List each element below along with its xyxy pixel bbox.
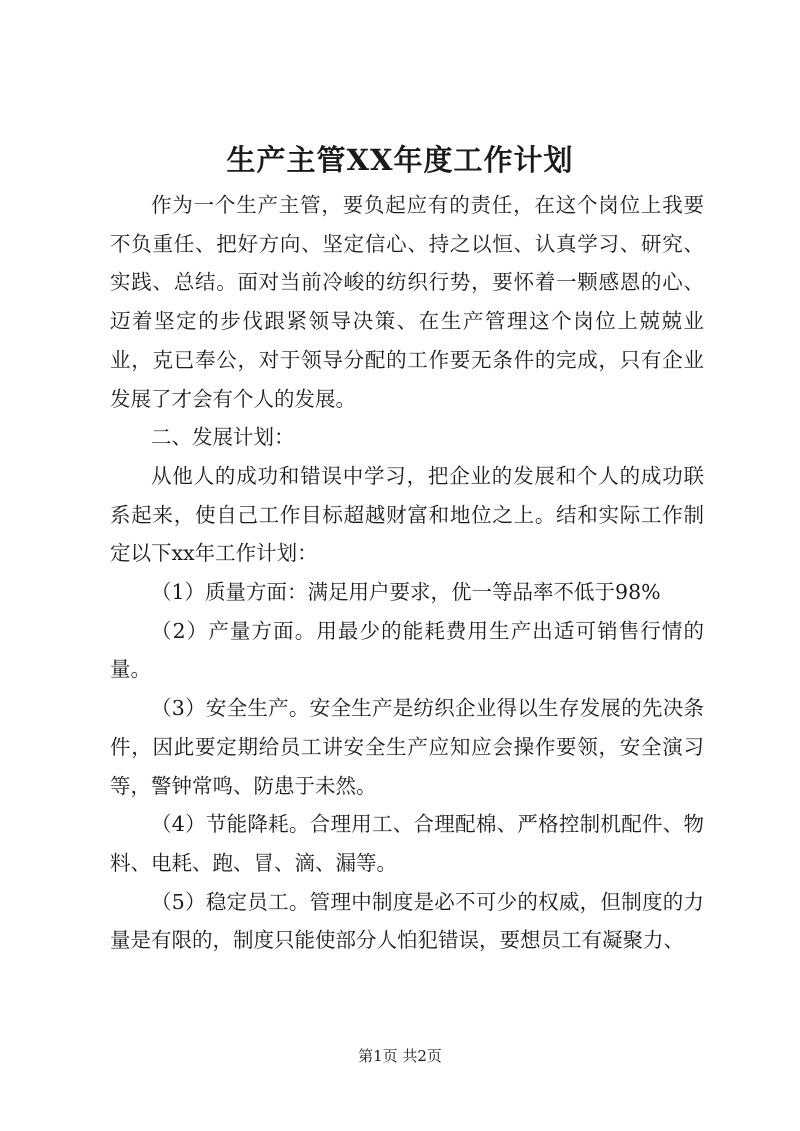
plan-item-staff-stability: （5）稳定员工。管理中制度是必不可少的权威，但制度的力量是有限的，制度只能使部分人怕犯错误，要想员工有凝聚力、 [110, 889, 704, 953]
plan-item-energy-saving: （4）节能降耗。合理用工、合理配棉、严格控制机配件、物料、电耗、跑、冒、滴、漏等。 [110, 812, 704, 875]
plan-item-safety: （3）安全生产。安全生产是纺织企业得以生存发展的先决条件，因此要定期给员工讲安全生产应知应会操作要领，安全演习等，警钟常鸣、防患于未然。 [110, 696, 704, 798]
section-heading-development-plan: 二、发展计划： [151, 425, 295, 450]
plan-item-output: （2）产量方面。用最少的能耗费用生产出适可销售行情的量。 [110, 618, 704, 682]
document-body [110, 186, 704, 960]
document-title: 生产主管XX年度工作计划 [226, 143, 574, 177]
page-footer: 第1页 共2页 [358, 1047, 442, 1065]
plan-item-quality: （1）质量方面：满足用户要求，优一等品率不低于98% [151, 580, 661, 605]
plan-intro-paragraph: 从他人的成功和错误中学习，把企业的发展和个人的成功联系起来，使自己工作目标超越财富和地位之上。结和实际工作制定以下xx年工作计划： [110, 463, 704, 566]
intro-paragraph: 作为一个生产主管，要负起应有的责任，在这个岗位上我要不负重任、把好方向、坚定信心、持之以恒、认真学习、研究、实践、总结。面对当前冷峻的纺织行势，要怀着一颗感恩的心、迈着坚定的步伐跟紧领导决策、在生产管理这个岗位上兢兢业业，克已奉公，对于领导分配的工作要无条件的完成，只有企业发展了才会有个人的发展。 [110, 193, 704, 411]
